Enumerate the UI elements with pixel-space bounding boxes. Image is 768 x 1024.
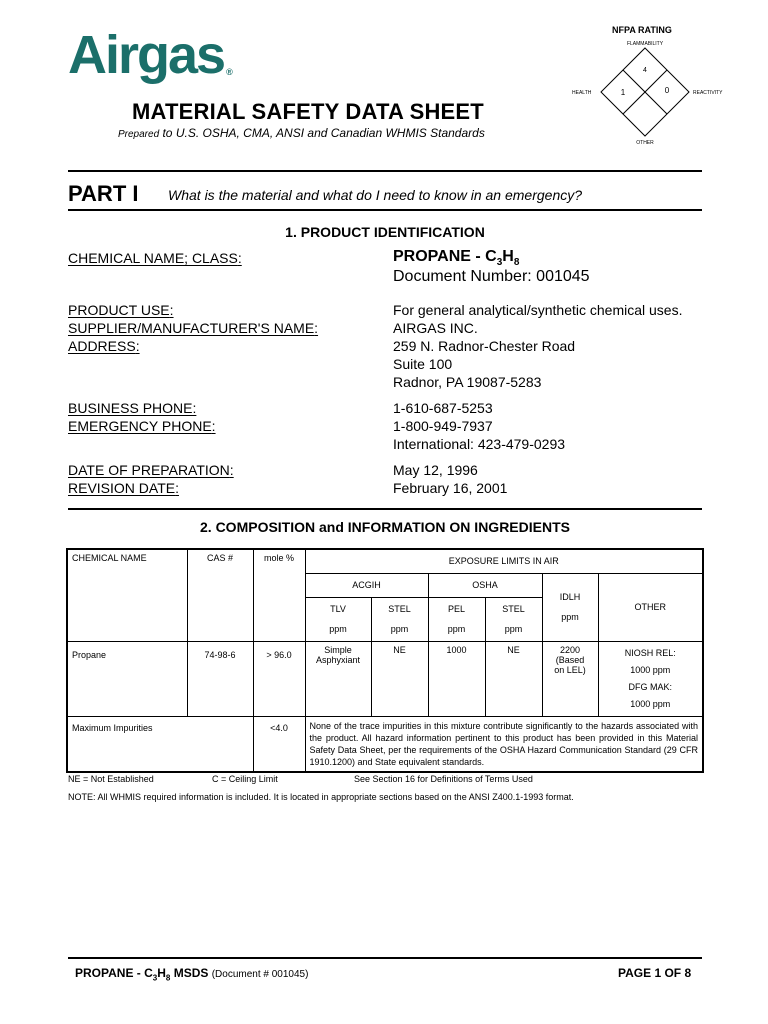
part-bottom-rule xyxy=(68,209,702,211)
propane-cas: 74-98-6 xyxy=(187,641,253,716)
nfpa-diamond xyxy=(565,36,735,148)
airgas-logo: Airgas ® xyxy=(68,25,233,85)
supplier-label: SUPPLIER/MANUFACTURER'S NAME: xyxy=(68,320,319,336)
revision-date-label: REVISION DATE: xyxy=(68,480,179,496)
legend-ceiling: C = Ceiling Limit xyxy=(212,774,278,784)
whmis-note: NOTE: All WHMIS required information is included. It is located in appropriate sections based on the ANSI Z400.1-1993 format. xyxy=(68,792,574,802)
header-pel: PEL ppm xyxy=(428,597,485,641)
impurities-mole: <4.0 xyxy=(253,716,305,772)
propane-idlh: 2200 (Based on LEL) xyxy=(542,641,598,716)
revision-date-value: February 16, 2001 xyxy=(393,480,508,496)
composition-table xyxy=(66,548,704,773)
address-line-3: Radnor, PA 19087-5283 xyxy=(393,374,542,390)
chemical-name-label: CHEMICAL NAME; CLASS: xyxy=(68,250,242,266)
nfpa-reactivity-value: 0 xyxy=(664,86,670,95)
section2-title: 2. COMPOSITION and INFORMATION ON INGREDIENTS xyxy=(200,519,570,535)
business-phone-value: 1-610-687-5253 xyxy=(393,400,493,416)
section1-title: 1. PRODUCT IDENTIFICATION xyxy=(285,224,485,240)
legend-see-section16: See Section 16 for Definitions of Terms Used xyxy=(354,774,533,784)
nfpa-health-label: HEALTH xyxy=(572,90,592,96)
propane-osha-stel: NE xyxy=(485,641,542,716)
nfpa-health-value: 1 xyxy=(620,88,626,97)
international-phone-value: International: 423-479-0293 xyxy=(393,436,566,452)
date-prep-label: DATE OF PREPARATION: xyxy=(68,462,234,478)
header-acgih: ACGIH xyxy=(305,573,428,597)
propane-name: Propane xyxy=(67,641,187,716)
header-chemical-name: CHEMICAL NAME xyxy=(67,549,187,641)
propane-mole: > 96.0 xyxy=(253,641,305,716)
address-line-2: Suite 100 xyxy=(393,356,453,372)
logo-trademark: ® xyxy=(226,67,233,77)
nfpa-reactivity-label: REACTIVITY xyxy=(693,90,723,96)
address-label: ADDRESS: xyxy=(68,338,140,354)
impurities-note: None of the trace impurities in this mixture contribute significantly to the hazards associated with the product. All hazard information pertinent to this product has been provided in this Material Safety Data Sheet, per the requirements of the OSHA Hazard Communication Standard (29 CFR 1910.1200) and State equivalent standards. xyxy=(305,716,703,772)
propane-acgih-stel: NE xyxy=(371,641,428,716)
emergency-phone-value: 1-800-949-7937 xyxy=(393,418,493,434)
header-exposure-limits: EXPOSURE LIMITS IN AIR xyxy=(305,549,703,573)
section2-top-rule xyxy=(68,508,702,510)
header-mole: mole % xyxy=(253,549,305,641)
part-label: PART I xyxy=(68,181,139,206)
table-row xyxy=(67,716,703,772)
impurities-name: Maximum Impurities xyxy=(67,716,253,772)
header-acgih-stel: STEL ppm xyxy=(371,597,428,641)
header-tlv: TLV ppm xyxy=(305,597,371,641)
product-use-label: PRODUCT USE: xyxy=(68,302,174,318)
header-osha: OSHA xyxy=(428,573,542,597)
nfpa-rating-title: NFPA RATING xyxy=(612,25,672,35)
address-line-1: 259 N. Radnor-Chester Road xyxy=(393,338,576,354)
propane-other: NIOSH REL: 1000 ppm DFG MAK: 1000 ppm xyxy=(598,641,703,716)
header-osha-stel: STEL ppm xyxy=(485,597,542,641)
header-idlh: IDLH ppm xyxy=(542,573,598,641)
part-question: What is the material and what do I need to know in an emergency? xyxy=(168,187,583,203)
legend-ne: NE = Not Established xyxy=(68,774,154,784)
document-title: MATERIAL SAFETY DATA SHEET xyxy=(132,99,484,124)
propane-tlv: Simple Asphyxiant xyxy=(305,641,371,716)
document-number: Document Number: 001045 xyxy=(393,268,590,285)
document-subtitle: Prepared to U.S. OSHA, CMA, ANSI and Canadian WHMIS Standards xyxy=(118,126,485,140)
nfpa-flammability-value: 4 xyxy=(643,67,647,74)
part-top-rule xyxy=(68,170,702,172)
nfpa-flammability-label: FLAMMABILITY xyxy=(626,41,664,47)
date-prep-value: May 12, 1996 xyxy=(393,462,478,478)
product-name: PROPANE - $C_3H_8$ xyxy=(393,248,520,269)
supplier-value: AIRGAS INC. xyxy=(393,320,478,336)
header-other: OTHER xyxy=(598,573,703,641)
footer-rule xyxy=(68,957,702,959)
propane-pel: 1000 xyxy=(428,641,485,716)
business-phone-label: BUSINESS PHONE: xyxy=(68,400,197,416)
product-use-value: For general analytical/synthetic chemical uses. xyxy=(393,302,683,318)
footer-page-number: PAGE 1 OF 8 xyxy=(618,966,692,980)
header-cas: CAS # xyxy=(187,549,253,641)
emergency-phone-label: EMERGENCY PHONE: xyxy=(68,418,216,434)
footer-product: PROPANE - $C_3H_8$ MSDS (Document # 001045) xyxy=(75,966,309,983)
table-row xyxy=(67,641,703,716)
nfpa-other-label: OTHER xyxy=(636,140,654,146)
